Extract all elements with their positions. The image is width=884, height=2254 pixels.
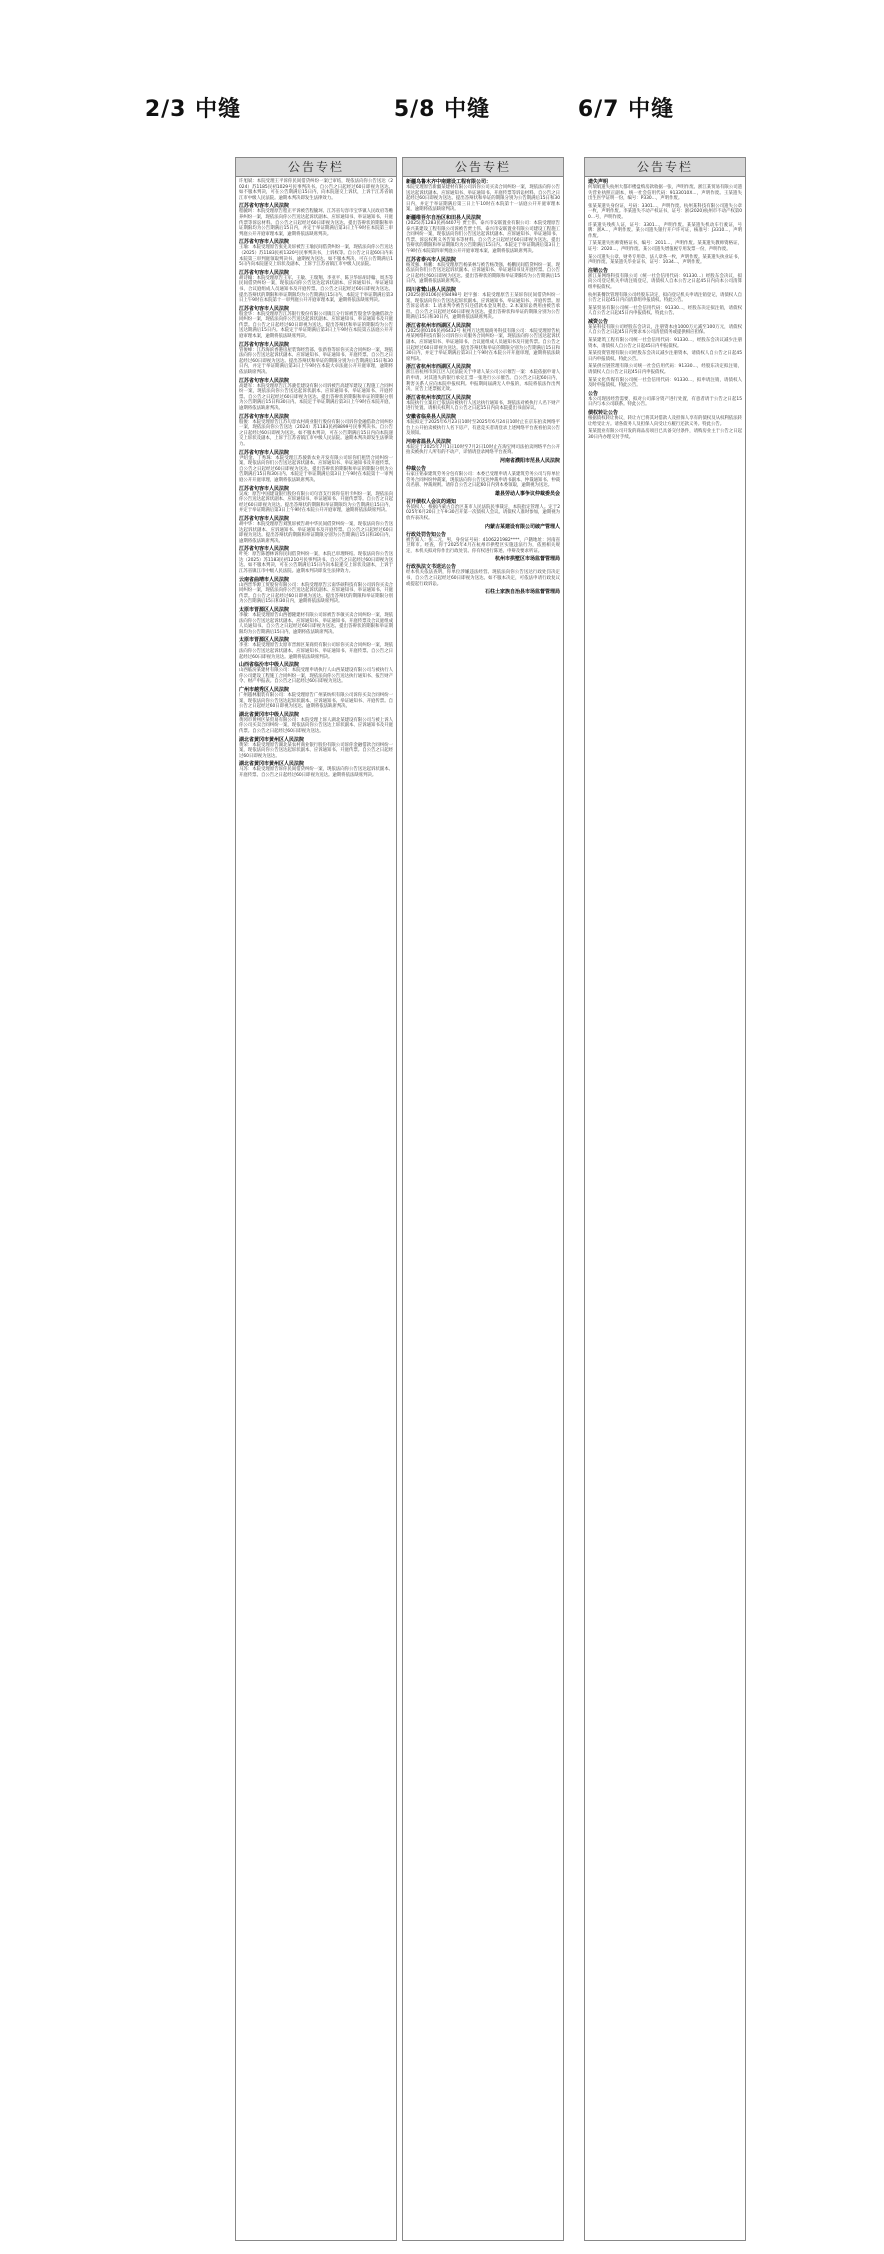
column-header: 公告专栏 [236,158,396,177]
notice-item [588,306,742,317]
notice-body: 本院定于2025年7月1日10时至7月2日10时止在淘宝网司法拍卖网络平台公开拍卖被执行人所有的不动产，详情请登录网络平台查询。 [406,444,560,456]
notice-item [239,378,393,412]
notice-body: 丁某某遗失医师资格证书，编号：2011...，声明作废。某某遗失教师资格证，证号：2020...，声明作废。某公司遗失增值税专用发票一份，声明作废。 [588,241,742,252]
notice-body: 程毓珂：本院受理原告程正平诉被告程毓珂、江苏省句容市宝华镇人民政府等赡养纠纷一案，现依法向你公告送达起诉状副本、应诉通知书、举证通知书、开庭传票等诉讼材料。自公告之日起经过60日即视为送达。提出答辩状的期限和举证期限均为公告期满后15日内，并定于举证期满后第3日上午9时在本院第三审判庭公开开庭审理本案，逾期将依法缺席判决。 [239,209,393,237]
notice-item [588,223,742,240]
notice-item [239,546,393,574]
column-body [236,177,396,783]
notice-body: 本院执行立案后已依法向被执行人送达执行通知书，现依法对被执行人名下财产进行处置。请相关权利人自公告之日起15日内向本院提出书面异议。 [406,400,560,412]
notice-body: 某某建筑工程有限公司统一社会信用代码：91330...，经股东会决议减少注册资本，请债权人自公告之日起45日内申报债权。 [588,338,742,349]
notice-body: 吴成：原告中国建设银行股份有限公司句容支行诉你信用卡纠纷一案，现依法向你公告送达起诉状副本、应诉通知书、举证通知书、开庭传票等。自公告之日起经过60日即视为送达。提出答辩状的期限和举证期限均为公告期满后15日内，并定于举证期满后第3日上午9时在本院公开开庭审理，逾期将依法缺席判决。 [239,491,393,514]
notice-body: 某某文化传媒有限公司统一社会信用代码：91330...，拟申请注销，请债权人及时申报债权。特此公告。 [588,377,742,389]
notice-title: 广州市越秀区人民法院 [239,686,290,693]
notice-item [406,564,560,587]
notice-item [406,532,560,555]
notice-body: 何瑞娟遗失杭州大都市楼盘购房款收据一张，声明作废。浙江某贸易有限公司遗失营业执照正副本，统一社会信用代码：9133010X...，声明作废。王某遗失出生医学证明一份，编号：P330...，声明作废。 [588,185,742,202]
notice-title: 新疆乌鲁木齐中南建设工程有限公司： [406,179,492,185]
column-title-1: 2/3 中缝 [144,97,242,122]
notice-body: 山西晋华源工贸股份有限公司：本院受理原告云南华硕科技有限公司诉你买卖合同纠纷一案，现依法向你公告送达起诉状副本、应诉通知书、举证通知书、开庭传票。自公告之日起经过60日即视为送达。提出答辩状的期限和举证期限分别为公告期满后15日和30日内，逾期将依法缺席判决。 [239,582,393,605]
notice-title: 太原市晋源区人民法院 [239,607,290,614]
notice-body: 高建军：本院受理原告江苏骏佳建设有限公司诉被告高建军建设工程施工合同纠纷一案，现依法向你公告送达起诉状副本、应诉通知书、举证通知书、开庭传票。自公告之日起经过60日即视为送达。提出答辩状的期限和举证的期限分别为公告期满后15日和30日内。本院定于举证期满后第3日上午9时在本院开庭，逾期将依法缺席判决。 [239,383,393,411]
notice-title: 湖北省黄冈市黄州区人民法院 [239,736,305,743]
notice-item [588,255,742,266]
notice-title: 江苏省句容市人民法院 [239,239,290,246]
notice-title: 减资公告 [588,318,609,325]
notice-body: 尹绍金、丁秀珠：本院受理江苏骏新农业开发有限公司诉你们租赁合同纠纷一案，现依法向你们公告送达起诉状副本、应诉通知书、举证通知书及开庭传票。自公告之日起经过60日即视为送达。提出答辩状的期限和举证的期限分别为公告期满后15日和30日内。本院定于举证期满后第3日上午9时在本院第十一审判庭公开开庭审理，逾期将依法缺席判决。 [239,455,393,483]
notice-body: 黄荣：本院受理原告湖北某农村商业银行股份有限公司诉你金融借款合同纠纷一案，现依法向你公告送达起诉状副本、应诉通知书、开庭传票。自公告之日起经过60日即视为送达。 [239,742,393,759]
notice-item [239,414,393,448]
notice-item [588,319,742,336]
notice-body: 叶英：原告陈德林诉你民间借贷纠纷一案，本院已审理终结。现依法向你公告送达（2025）苏1183民初1210号民事判决书。自公告之日起经过60日即视为送达。如不服本判决，可在公告期满后15日内向本院递交上诉状及副本，上诉于江苏省镇江市中级人民法院。逾期本判决即发生法律效力。 [239,552,393,575]
notice-title: 杭州市拱墅区市场监督管理局 [494,556,560,563]
notice-body: 某某置业有限公司开发的商品房项目已具备交付条件，请购房业主于公告之日起30日内办理交付手续。 [588,429,742,440]
notice-title: 江苏省句容市人民法院 [239,377,290,384]
notice-body: 张某某遗失身份证，号码：3301...，声明作废。杭州某科技有限公司遗失公章一枚，声明作废。李某遗失不动产权证书，证号：浙(2020)杭州市不动产权第00...号，声明作废。 [588,203,742,220]
notice-item [588,204,742,221]
notice-title: 江苏省句容市人民法院 [239,203,290,210]
column-title-3: 6/7 中缝 [577,97,675,122]
notice-item [406,524,560,530]
notice-item [588,410,742,427]
notice-item [406,466,560,489]
notice-item [406,499,560,522]
notice-column-2 [402,157,564,2241]
notice-item [406,491,560,497]
notice-title: 江苏省句容市人民法院 [239,485,290,492]
notice-item [239,662,393,685]
notice-item [239,516,393,544]
notice-column-1 [235,157,397,2241]
notice-title: 公告 [588,390,599,397]
notice-title: 安徽省临泉县人民法院 [406,414,457,420]
notice-title: 债权转让公告 [588,410,619,416]
notice-body: 马苏：本院受理原告诉你民间借贷纠纷一案，现依法向你公告送达起诉状副本、开庭传票。自公告之日起经过60日即视为送达。逾期将依法缺席判决。 [239,767,393,778]
notice-item [588,179,742,202]
notice-title: 江苏省句容市人民法院 [239,546,290,553]
notice-body: 殷金华：本院受理原告江苏银行股份有限公司镇江分行诉被告殷金华金融借款合同纠纷一案，现依法向你公告送达起诉状副本、应诉通知书、举证通知书及开庭传票。自公告之日起经过60日即视为送达。提出答辩状和举证的期限均为公告送达期满后15日内。本院定于举证期满后第3日上午9时在本院第五法庭公开开庭审理本案，逾期将依法缺席判决。 [239,311,393,340]
notice-title: 江苏省句容市人民法院 [239,413,290,420]
notice-item [406,215,560,255]
notice-title: 江苏省句容市人民法院 [239,341,290,348]
notice-body: 被告知人：张二元，男，身份证号码：4106221982****，户籍地址：河南省卫辉市。经查，你于2025年4月在杭州市拱墅区实施违法行为，依照相关规定，本机关拟对你作出行政处罚。你有权进行陈述、申辩及要求听证。 [406,537,560,554]
notice-title: 遗失声明 [588,179,609,185]
notice-item [239,179,393,201]
notice-body: 某某供应链管理有限公司统一社会信用代码：91330...，经股东决定拟注销，请债权人自公告之日起45日内申报债权。 [588,364,742,376]
notice-title: 江苏省句容市人民法院 [239,449,290,456]
notice-item [239,450,393,484]
column-header: 公告专栏 [585,158,745,177]
notice-body: (2025)苏1283民初4407号 贾士伟、泰兴市安联置业有限公司：本院受理原告泰兴某建设工程有限公司诉被告贾士伟、泰兴市安联置业有限公司建设工程施工合同纠纷一案，现依法向你们公告送达起诉状副本、应诉通知书、举证通知书、传票、诉讼权利义务告知书等材料。自公告之日起经过60日即视为送达。提出答辩状的期限和举证期限均为公告期满后15日内。本院定于举证期满后第3日上午9时在本院第四审判庭公开开庭审理本案，逾期将依法缺席判决。 [406,220,560,254]
notice-item [239,761,393,778]
notice-body: 各债权人：根据内蒙古自治区某市人民法院民事裁定，本院指定管理人。定于2025年6月20日上午9:30召开第一次债权人会议。请债权人准时参加，逾期视为放弃表决权。 [406,504,560,521]
notice-title: 山西省临汾市中级人民法院 [239,662,300,669]
notice-title: 新疆维吾尔自治区和田县人民法院 [406,214,482,221]
notice-item [239,239,393,267]
notice-body: (2025)浙0106民初8498号 赵宇强：本院受理原告王某诉你民间借贷纠纷一案，现依法向你公告送达起诉状副本、应诉通知书、举证通知书、开庭传票。原告诉讼请求：1.请求判令被告归还借款本金及利息；2.本案诉讼费用由被告承担。自公告之日起经过60日即视为送达。提出答辩状和举证的期限分别为公告期满后15日和30日内，逾期将依法缺席判决。 [406,292,560,321]
notice-item [588,391,742,408]
notice-item [406,257,560,285]
notice-body: 浙江省杭州市滨江区人民法院关于申请人某公司公示催告一案：本院依据申请人的申请，对其遗失的银行承兑汇票一张进行公示催告。自公告之日起60日内，利害关系人应向本院申报权利。申报期间届满无人申报的，本院将依法作出判决，宣告上述票据无效。 [406,370,560,393]
notice-body: 胡中华：本院受理原告刘凯诉被告胡中华民间借贷纠纷一案，现依法向你公告送达起诉状副本、应诉通知书、举证通知书及开庭传票。自公告之日起经过60日即视为送达。提出答辩状的期限和举证期限分别为公告期满后15日和30日内，逾期将依法缺席判决。 [239,521,393,544]
notice-title: 石柱土家族自治县市场监督管理局 [484,589,560,596]
notice-item [588,241,742,252]
notice-item [239,486,393,514]
notice-item [406,179,560,213]
notice-title: 太原市晋源区人民法院 [239,637,290,644]
notice-title: 江苏省句容市人民法院 [239,515,290,522]
notice-body: 某某投资管理有限公司经股东会决议减少注册资本，请债权人自公告之日起45日内申报债权。特此公告。 [588,351,742,362]
notice-body: 根据债权转让协议，转让方已将其对借款人及担保人享有的债权及从权利依法转让给受让方。请各债务人及担保人向受让方履行还款义务。特此公告。 [588,416,742,427]
notice-item [406,287,560,321]
notice-title: 江苏省句容市人民法院 [239,305,290,312]
notice-body: 李敏：本院受理原告山西德隆建材有限公司诉被告李敏买卖合同纠纷一案，现依法向你公告送达起诉状副本、应诉通知书、举证通知书、开庭传票及合议庭组成人员通知书。自公告之日起经过60日即视为送达。提出答辩状的期限和举证期限均为公告期满后15日内，逾期将依法缺席判决。 [239,613,393,635]
notice-item [588,364,742,375]
notice-body: 某某贸易有限公司统一社会信用代码：91330...，经股东决定拟注销，请债权人自公告之日起45日内申报债权。特此公告。 [588,305,742,317]
notice-item [406,364,560,392]
column-body [585,177,745,444]
notice-body: 浙江某网络科技有限公司（统一社会信用代码：91330...）经股东会决议，拟向公司登记机关申请注销登记，请债权人自本公告之日起45日内向本公司清算组申报债权。 [588,273,742,290]
notice-title: 江苏省泰兴市人民法院 [406,256,457,263]
notice-title: 行政执法文书送达公告 [406,564,457,571]
notice-body: 某公司遗失公章、财务专用章、法人章各一枚，声明作废。某某遗失执业证书，声明作废。某某遗失毕业证书，证号：1034...，声明作废。 [588,254,742,266]
notice-title: 河南省温县人民法院 [406,438,452,445]
notice-body: 石家庄铭泰建筑劳务分包有限公司：本委已受理申请人某建筑劳务公司与你单位劳务合同纠纷仲裁案，现依法向你公告送达仲裁申请书副本、仲裁通知书、仲裁员名册、仲裁规则。请你自公告之日起60日内到本委领取，逾期视为送达。 [406,471,560,489]
notice-item [239,607,393,635]
notice-title: 江苏省句容市人民法院 [239,269,290,276]
notice-title: 雄县劳动人事争议仲裁委员会 [494,490,560,497]
notice-body: 山西临汾某建材有限公司：本院受理申请执行人山西某建设有限公司与被执行人你公司建设工程施工合同纠纷一案，现依法向你公告送达执行通知书、报告财产令、财产申报表。自公告之日起经过60日即视为送达。 [239,668,393,685]
notice-body: 李亚：本院受理原告太原市晋源区某商贸有限公司诉你买卖合同纠纷一案，现依法向你公告送达起诉状副本、应诉通知书、举证通知书、开庭传票。自公告之日起经过60日即视为送达。逾期将依法缺席判决。 [239,643,393,660]
notice-body: 管俊峰：江苏海滨香港房屋装饰经营部、张新春等诉你买卖合同纠纷一案，现依法向你公告送达起诉状副本、应诉通知书、举证通知书、开庭传票。自公告之日起经过60日即视为送达。提出答辩状和举证的期限分别为公告期满后15日和30日内，并定于举证期满后第3日上午9时在本院大卓法庭公开开庭审理，逾期将依法缺席判决。 [239,347,393,376]
notice-title: 四川省鹫山县人民法院 [406,286,457,293]
notice-item [239,687,393,710]
notice-body: 殷俊：本院受理原告江苏句容农村商业银行股份有限公司诉你金融借款合同纠纷一案，现依法向你公告送达（2024）苏1183民初8899号民事判决书。自公告之日起经过60日即视为送达。如不服本判决，可在公告期满后15日内向本院递交上诉状及副本，上诉于江苏省镇江市中级人民法院。逾期本判决即发生法律效力。 [239,419,393,447]
notice-item [406,323,560,363]
notice-title: 浙江省杭州市西湖区人民法院 [406,364,472,371]
notice-body: 许某遗失残疾人证，证号：3301...，声明作废。某某遗失机动车行驶证，号牌：浙A...，声明作废。某公司遗失银行开户许可证，核准号：J3310...，声明作废。 [588,222,742,239]
notice-item [406,589,560,595]
notice-item [588,429,742,440]
notice-title: 仲裁公告 [406,465,427,472]
notice-body: 王瑜：本院受理原告张先炎诉被告王瑜民间借贷纠纷一案，现依法向你公告送达（2025）苏1183民初1320号民事判决书，上诉权等。自公告之日起60日内来本院第三审判庭领取判决书，逾期视为送达。如不服本判决，可在公告期满后15日内向本院递交上诉状及副本，上诉于江苏省镇江市中级人民法院。 [239,245,393,268]
notice-item [588,338,742,349]
notice-body: 杨茂强、杨鹏：本院受理原告杨某林与被告杨茂强、杨鹏民间借贷纠纷一案，现依法向你们公告送达起诉状副本、应诉通知书、举证通知书及开庭传票。自公告之日起经过60日即视为送达。提出答辩状的期限和举证期限均为公告期满后15日内，逾期将依法缺席判决。 [406,262,560,285]
notice-item [406,556,560,562]
notice-body: 黄冈市黄州区某贸易有限公司：本院受理上诉人湖北某建设有限公司与被上诉人你公司买卖合同纠纷一案，现依法向你公告送达上诉状副本、应诉通知书及开庭传票。自公告之日起经过60日即视为送达。 [239,717,393,734]
notice-item [588,268,742,291]
notice-title: 湖北省黄冈市黄州区人民法院 [239,761,305,768]
notice-title: 行政处罚告知公告 [406,531,447,538]
notice-item [239,203,393,237]
notice-item [588,351,742,362]
notice-item [239,737,393,760]
notice-item [588,378,742,389]
notice-item [406,458,560,464]
notice-title: 召开债权人会议的通知 [406,498,457,505]
notice-body: 某某科技有限公司经股东会决议，注册资本由1000万元减至100万元，请债权人自公告之日起45日内要求本公司清偿债务或提供相应担保。 [588,324,742,336]
notice-title: 浙江省杭州市滨江区人民法院 [406,394,472,401]
notice-body: 本院受理原告新疆某建材有限公司诉你公司买卖合同纠纷一案，现依法向你公告送达起诉状副本、应诉通知书、举证通知书、开庭传票等诉讼材料。自公告之日起经过60日即视为送达。提出答辩状和举证的期限分别为公告期满后15日和30日内，并定于举证期满后第三日上午10时在本院第十一法庭公开开庭审理本案，逾期将依法缺席判决。 [406,185,560,213]
notice-title: 内蒙古某建设有限公司破产管理人 [484,523,560,530]
notice-body: 杭州某餐饮管理有限公司经股东决定，拟向登记机关申请注销登记，请债权人自公告之日起45日内向清算组申报债权。特此公告。 [588,292,742,304]
notice-body: 本公司现因经营需要，拟对公司部分资产进行处置，有意者请于公告之日起15日内与本公司联系。特此公告。 [588,396,742,408]
notice-title: 注销公告 [588,267,609,274]
notice-body: 本院拟定于2025年6月23日10时至2025年6月24日10时止在京东拍卖网络平台上公开拍卖被执行人名下房产，有意竞买者请登录上述网络平台查看拍卖公告及须知。 [406,420,560,437]
notice-item [406,439,560,456]
notice-item [239,306,393,340]
notice-body: (2025)浙0106民初6432号 杭州万达凯瑞商务科技有限公司：本院受理原告杭州某网络科技有限公司诉你公司服务合同纠纷一案，现依法向你公告送达起诉状副本、应诉通知书、举证通知书、合议庭组成人员通知书及开庭传票。自公告之日起经过60日即视为送达。提出答辩状和举证的期限分别为公告期满后15日和30日内，并定于举证期满后第3日上午9时在本院公开开庭审理，逾期将依法缺席判决。 [406,328,560,362]
notice-title: 浙江省杭州市西湖区人民法院 [406,322,472,329]
notice-item [239,577,393,605]
notice-title: 湖北省黄冈市中级人民法院 [239,711,300,718]
notice-item [406,414,560,437]
notice-body: 广州越林服装有限公司：本院受理原告广州某纺织有限公司诉你买卖合同纠纷一案，现依法向你公告送达起诉状副本、应诉通知书、举证通知书、开庭传票。自公告之日起经过60日即视为送达。逾期将依法缺席判决。 [239,692,393,710]
column-header: 公告专栏 [403,158,563,177]
notice-item [406,395,560,412]
notice-item [239,637,393,660]
notice-body: 经本机关依法查明，你单位涉嫌违法经营。现依法向你公告送达行政处罚决定书，自公告之日起经过60日即视为送达。如不服本决定，可依法申请行政复议或提起行政诉讼。 [406,570,560,587]
notice-title: 河南省濮阳市范县人民法院 [499,457,560,464]
column-title-2: 5/8 中缝 [393,97,491,122]
notice-item [588,293,742,304]
notice-item [239,342,393,376]
notice-body: 胡诗翰：本院受理原告王军、王敏、王瑞翔、李亚平、陈卫华诉胡诗翰、周杰等民间借贷纠纷一案，现依法向你公告送达起诉状副本、应诉通知书、举证通知书、合议庭组成人员通知书及开庭传票。自公告之日起经过60日即视为送达。提出答辩状的期限和举证期限均为公告期满后15日内，本院定于举证期满后第3日上午9时在本院第十一审判庭公开开庭审理本案，逾期将依法缺席判决。 [239,275,393,304]
notice-item [239,270,393,304]
column-body [403,177,563,599]
notice-column-3 [584,157,746,2241]
notice-body: 许旭斌：本院受理王平诉你民间借贷纠纷一案已审结，现依法向你公告送达（2024）苏1185民初1029号民事判决书。自公告之日起经过60日即视为送达。如不服本判决，可在公告期满后15日内，向本院递交上诉状，上诉于江苏省镇江市中级人民法院。逾期本判决即发生法律效力。 [239,179,393,201]
notice-item [239,712,393,735]
notice-title: 云南省曲靖市人民法院 [239,576,290,583]
